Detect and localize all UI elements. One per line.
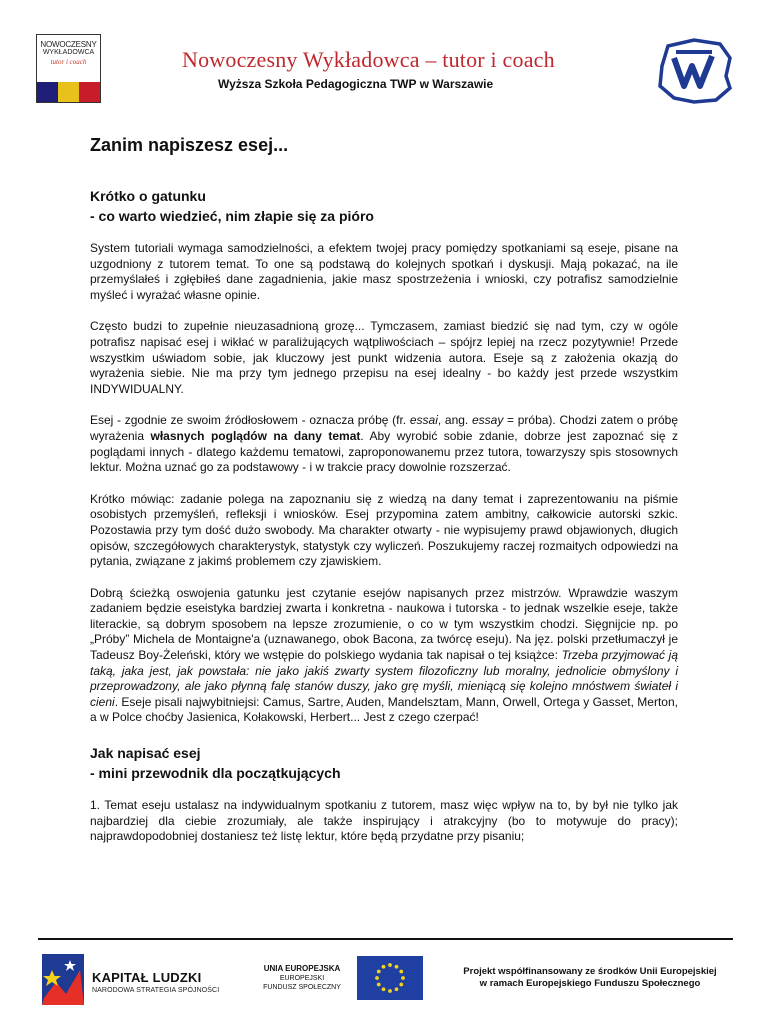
section2-heading-line1: Jak napisać esej	[90, 745, 201, 762]
kapital-ludzki-logo-icon	[40, 952, 86, 1007]
paragraph-2: Często budzi to zupełnie nieuzasadnioną grozę... Tymczasem, zamiast biedzić się nad tym, czy w ogóle potrafisz napisać esej i wikłać w paraliżujących wątpliwościach – spójrz lepiej na rzecz pozytywnie! Przede wszystkim uświadom sobie, jak kluczowy jest punkt widzenia autora. Eseje są z założenia okazją do wyrażenia siebie. Nie ma przy tym jednego przepisu na esej idealny - bo każdy jest przede wszystkim INDYWIDUALNY.	[90, 319, 678, 396]
eu-star	[382, 965, 386, 969]
paragraph-5: Dobrą ścieżką oswojenia gatunku jest czytanie esejów napisanych przez mistrzów. Wprawdzie waszym zadaniem będzie eseistyka bardziej zwarta i konkretna - naukowa i tutorska - to jednak wszelkie eseje, także literackie, są dobrym sposobem na lepsze zrozumienie, o co w tym wszystkim chodzi. Sięgnijcie np. po „Próby” Michela de Montaigne'a (uznawanego, obok Bacona, za twórcę eseju). Na jęz. polski przetłumaczył je Tadeusz Boy-Żeleński, który we wstępie do polskiego wydania tak napisał o tej książce: Trzeba przyjmować ją taką, jaka jest, jak powstała: nie jako jakiś zwarty system filozoficzny lub moralny, jednolicie obmyślony i przeprowadzony, ale jako płynną falę stanów duszy, jako grę myśli, mieniącą się kolejno mnóstwem świateł i cieni. Eseje pisali najwybitniejsi: Camus, Sartre, Auden, Mandelsztam, Mann, Orwell, Ortega y Gasset, Merton, a w Polce choćby Jasienica, Kołakowski, Herbert... Jest z czego czerpać!	[90, 585, 678, 725]
section2-heading-line2: - mini przewodnik dla początkujących	[90, 765, 341, 782]
logo-text-line3: tutor i coach	[50, 58, 87, 66]
eu-line3: FUNDUSZ SPOŁECZNY	[263, 984, 341, 991]
eu-line2: EUROPEJSKI	[279, 975, 325, 982]
eu-star	[388, 963, 392, 967]
eu-star	[377, 970, 381, 974]
project-line1: Projekt współfinansowany ze środków Unii Europejskiej	[463, 966, 717, 977]
kapital-ludzki-title: KAPITAŁ LUDZKI	[92, 970, 202, 985]
paragraph-3: Esej - zgodnie ze swoim źródłosłowem - oznacza próbę (fr. essai, ang. essay = próba). Chodzi zatem o próbę wyrażenia własnych poglądów na dany temat. Aby wyrobić sobie zdanie, dobrze jest zapoznać się z poglądami innych - dlatego każdemu tematowi, zaproponowanemu przez tutora, towarzyszy spis stosownych lektur. Można uznać go za podstawowy - i w trakcie pracy dowolnie rozszerzać.	[90, 413, 678, 475]
logo-text-line1: NOWOCZESNY	[40, 40, 97, 49]
eu-line1: UNIA EUROPEJSKA	[263, 964, 341, 973]
nowoczesny-wykladowca-logo	[36, 34, 101, 103]
eu-star	[399, 983, 403, 987]
paragraph-1: System tutoriali wymaga samodzielności, a efektem twojej pracy pomiędzy spotkaniami są eseje, pisane na uzgodniony z tutorem temat. To one są podstawą do kolejnych spotkań i dyskusji. Mają pokazać, na ile przemyślałeś i zgłębiłeś dane zagadnienia, jakie masz spostrzeżenia i wnioski, czy potrafisz samodzielnie myśleć i wyrażać własne opinie.	[90, 241, 678, 302]
logo-color-band	[37, 82, 100, 102]
eu-star	[395, 987, 399, 991]
eu-star	[388, 989, 392, 993]
footer-divider	[38, 938, 733, 940]
project-line2: w ramach Europejskiego Funduszu Społecznego	[479, 978, 701, 989]
list-item-1: 1. Temat eseju ustalasz na indywidualnym spotkaniu z tutorem, masz więc wpływ na to, by był nie tylko jak najbardziej dla ciebie zrozumiały, ale także inspirujący i atrakcyjny (bo to motywuje do pracy); najprawdopodobniej dostaniesz też listę lektur, które będą przydatne przy pisaniu;	[90, 798, 678, 844]
section1-heading-line1: Krótko o gatunku	[90, 188, 206, 204]
wsp-twp-emblem-icon	[654, 36, 734, 106]
kapital-ludzki-subtitle: NARODOWA STRATEGIA SPÓJNOŚCI	[92, 987, 220, 994]
eu-flag-icon	[357, 956, 423, 1000]
logo-text-line2: WYKŁADOWCA	[42, 49, 95, 56]
header-title: Nowoczesny Wykładowca – tutor i coach	[182, 47, 555, 72]
project-cofinancing-note	[440, 966, 740, 990]
document-body	[90, 132, 678, 845]
eu-star	[401, 976, 405, 980]
eu-star	[377, 983, 381, 987]
eu-star	[375, 976, 379, 980]
eu-star	[399, 970, 403, 974]
section1-heading-line2: - co warto wiedzieć, nim złapie się za pióro	[90, 208, 374, 224]
paragraph-4: Krótko mówiąc: zadanie polega na zapoznaniu się z wiedzą na dany temat i zaprezentowaniu na piśmie osobistych przemyśleń, refleksji i wniosków. Esej przypomina zatem ambitny, całkowicie autorski szkic. Pozostawia przy tym dość dużo swobody. Ma charakter otwarty - nie wypisujemy prawd objawionych, długich opisów, szczegółowych charakterystyk, statystyk czy wyliczeń. Poszukujemy raczej rozmaitych odpowiedzi na pytania, związane z jakimś problemem czy zjawiskiem.	[90, 491, 678, 569]
eu-text-block	[252, 964, 352, 992]
document-title: Zanim napiszesz esej...	[90, 135, 289, 155]
eu-star	[395, 965, 399, 969]
eu-star	[382, 987, 386, 991]
header-subtitle: Wyższa Szkoła Pedagogiczna TWP w Warszawie	[218, 77, 494, 91]
